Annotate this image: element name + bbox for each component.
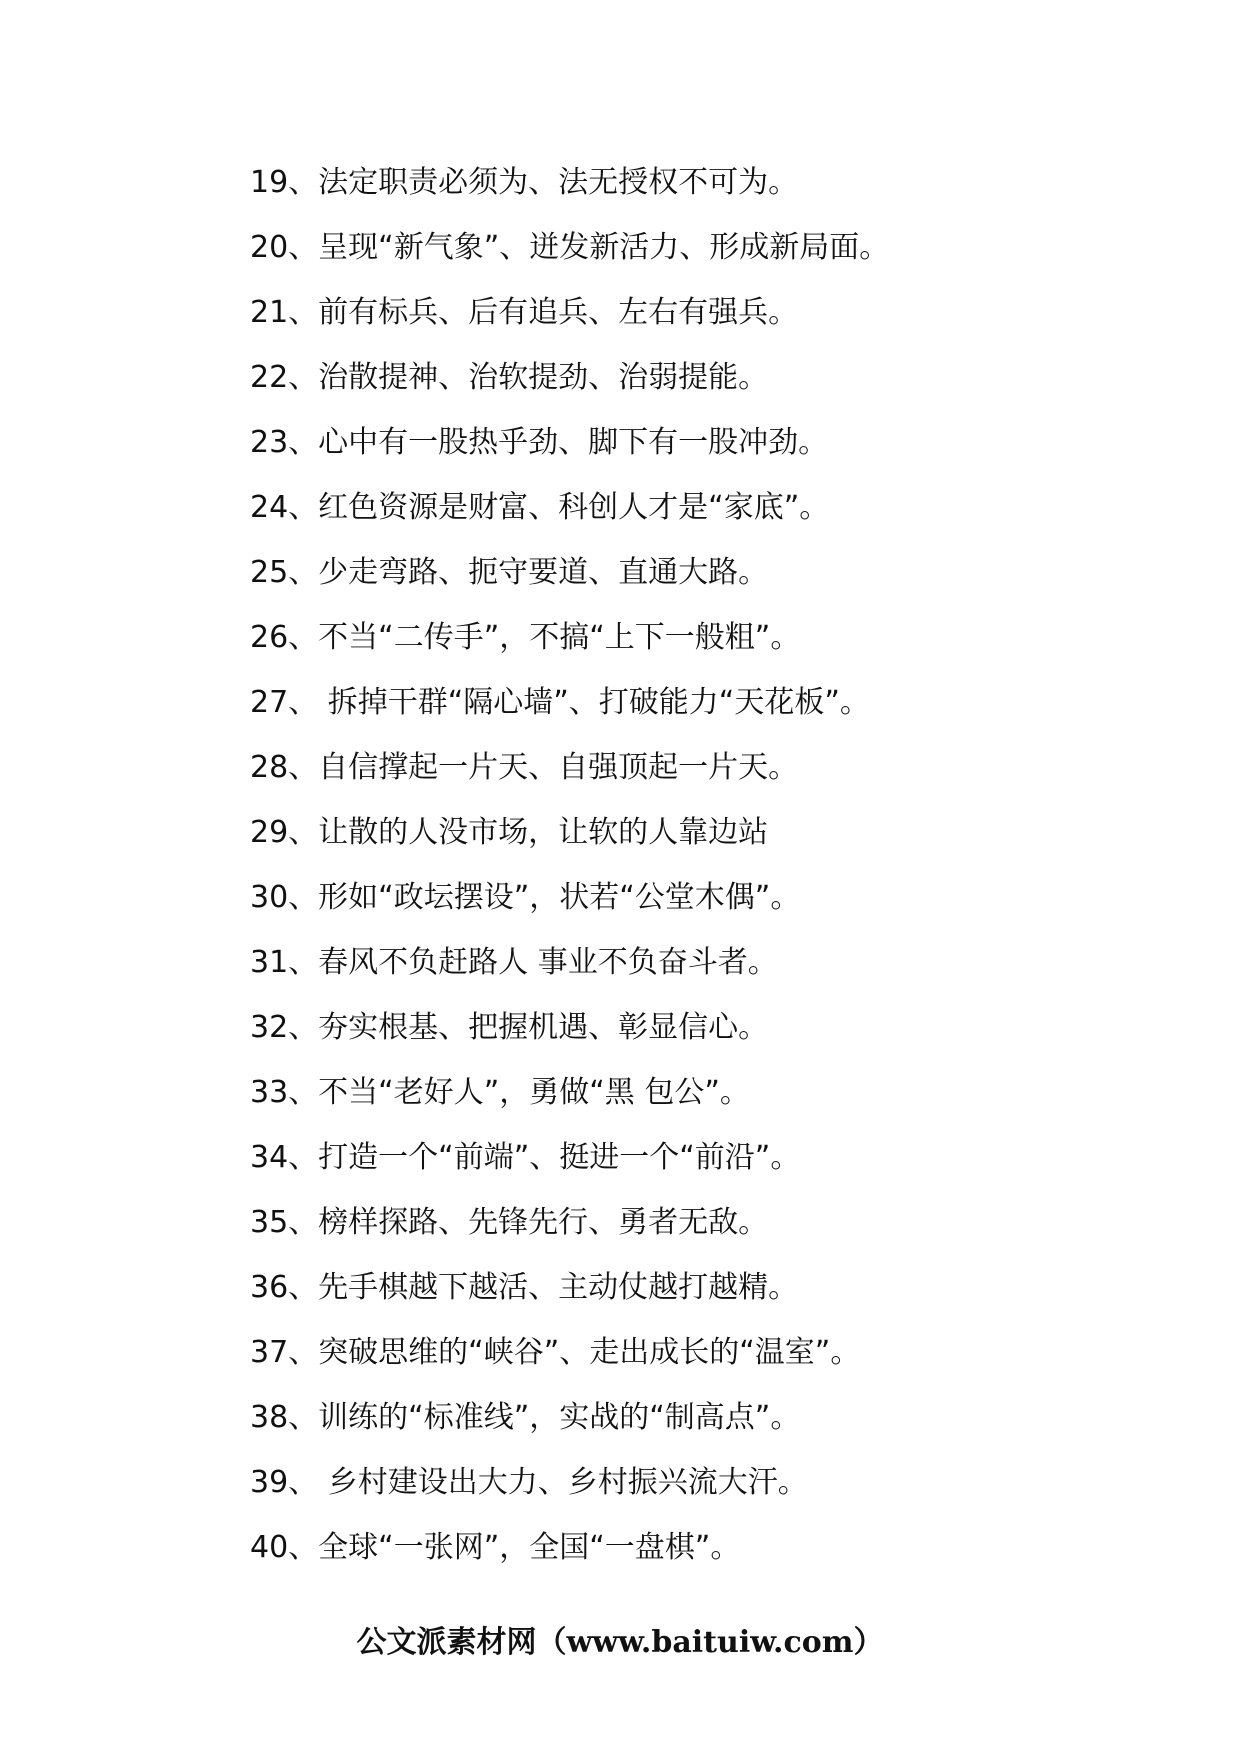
list-item: 26、不当“二传手”，不搞“上下一般粗”。: [250, 620, 801, 655]
list-item: 28、自信撑起一片天、自强顶起一片天。: [250, 750, 799, 785]
list-item: 24、红色资源是财富、科创人才是“家底”。: [250, 490, 830, 525]
list-item: 21、前有标兵、后有追兵、左右有强兵。: [250, 295, 799, 330]
list-item: 31、春风不负赶路人 事业不负奋斗者。: [250, 945, 778, 980]
list-item: 19、法定职责必须为、法无授权不可为。: [250, 165, 799, 200]
list-item: 40、全球“一张网”，全国“一盘棋”。: [250, 1530, 741, 1565]
list-item: 37、突破思维的“峡谷”、走出成长的“温室”。: [250, 1335, 861, 1370]
phrase-list: [250, 165, 1210, 1598]
list-item: 27、 拆掉干群“隔心墙”、打破能力“天花板”。: [250, 685, 870, 720]
footer-watermark-text: 公文派素材网（www.baituiw.com）: [356, 1625, 884, 1660]
list-item: 33、不当“老好人”，勇做“黑 包公”。: [250, 1075, 750, 1110]
list-item: 36、先手棋越下越活、主动仗越打越精。: [250, 1270, 799, 1305]
list-item: 35、榜样探路、先锋先行、勇者无敌。: [250, 1205, 769, 1240]
list-item: 34、打造一个“前端”、挺进一个“前沿”。: [250, 1140, 801, 1175]
list-item: 38、训练的“标准线”，实战的“制高点”。: [250, 1400, 801, 1435]
list-item: 20、呈现“新气象”、迸发新活力、形成新局面。: [250, 230, 890, 265]
list-item: 30、形如“政坛摆设”，状若“公堂木偶”。: [250, 880, 801, 915]
list-item: 39、 乡村建设出大力、乡村振兴流大汗。: [250, 1465, 808, 1500]
list-item: 29、让散的人没市场，让软的人靠边站: [250, 815, 769, 850]
list-item: 23、心中有一股热乎劲、脚下有一股冲劲。: [250, 425, 829, 460]
list-item: 32、夯实根基、把握机遇、彰显信心。: [250, 1010, 769, 1045]
list-item: 22、治散提神、治软提劲、治弱提能。: [250, 360, 769, 395]
list-item: 25、少走弯路、扼守要道、直通大路。: [250, 555, 769, 590]
